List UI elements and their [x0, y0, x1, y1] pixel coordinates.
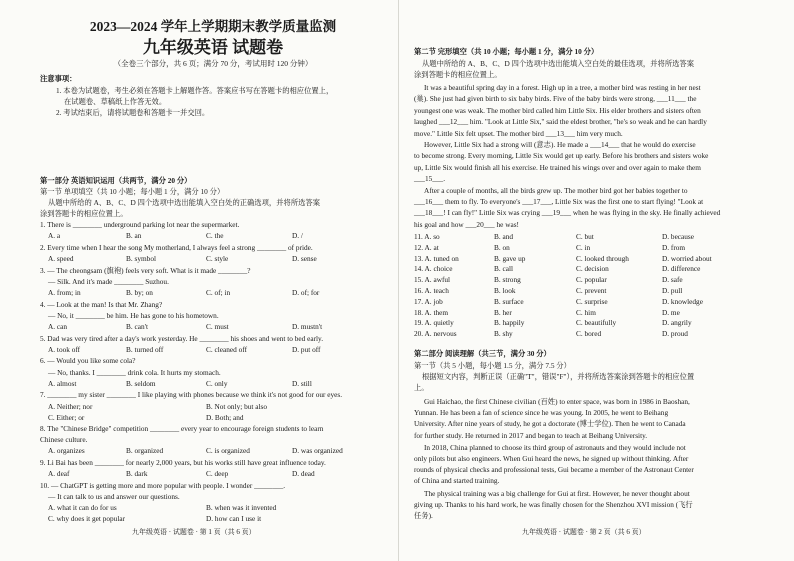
answer-option: D. put off: [292, 344, 321, 354]
answer-option: B. symbol: [126, 254, 157, 263]
part2-heading: 第二部分 阅读理解（共三节，满分 30 分）: [414, 349, 551, 358]
page-footer-right: 九年级英语 · 试题卷 · 第 2 页（共 6 页）: [522, 528, 646, 536]
answer-option: C. style: [206, 254, 229, 263]
right-page: [410, 0, 776, 561]
note-item: 在试题卷、草稿纸上作答无效。: [64, 97, 167, 106]
section2-instruction: 从题中所给的 A、B、C、D 四个选项中选出能填入空白处的最佳选项，并将所选答案: [422, 59, 695, 68]
cloze-option: C. bored: [576, 329, 602, 339]
question-stem: 7. ________ my sister ________ I like playing with phones because we think it's not good for our eyes.: [40, 390, 343, 400]
answer-option: B. can't: [126, 322, 148, 331]
answer-option: A. deaf: [48, 469, 70, 479]
question-stem: 8. The "Chinese Bridge" competition ________ every year to encourage foreign students to learn: [40, 424, 324, 433]
section2-instruction: 涂到答题卡的相应位置上。: [414, 70, 502, 79]
cloze-option: B. on: [494, 242, 510, 252]
reading-line: The physical training was a big challenge for Gui at first. However, he never thought about: [424, 488, 690, 498]
reading-line: Yunnan. He has been a fan of science since he was young. In 2005, he went to Beihang: [414, 408, 669, 418]
cloze-option-row: [414, 232, 744, 243]
cloze-option: D. angrily: [662, 318, 692, 328]
cloze-option: C. popular: [576, 275, 607, 285]
cloze-option: D. proud: [662, 329, 688, 339]
cloze-option-row: [414, 318, 744, 329]
answer-option: D. of; for: [292, 288, 320, 297]
answer-option: B. Not only; but also: [206, 401, 268, 411]
cloze-option: B. gave up: [494, 253, 526, 263]
answer-option: D. dead: [292, 469, 315, 479]
cloze-option: C. in: [576, 242, 591, 252]
question-stem: 9. Li Bai has been ________ for nearly 2,000 years, but his works still have great influence today.: [40, 458, 326, 467]
section2-heading: 第二节 完形填空（共 10 小题；每小题 1 分，满分 10 分）: [414, 47, 599, 56]
answer-option: C. of; in: [206, 288, 231, 297]
reading-line: Gui Haichao, the first Chinese civilian (百姓) to enter space, was born in 1986 in Baoshan,: [424, 397, 690, 406]
cloze-option: C. prevent: [576, 285, 607, 295]
question-stem: 3. — The cheongsam (旗袍) feels very soft. What is it made ________?: [40, 265, 251, 275]
cloze-line: ___15___.: [414, 174, 446, 184]
cloze-line: youngest one was weak. The mother bird called him Little Six. His elder brothers and sisters often: [414, 105, 701, 115]
cloze-option-row: [414, 264, 744, 275]
answer-option: D. how can I use it: [206, 514, 262, 524]
cloze-option-row: [414, 329, 744, 340]
cloze-option: D. difference: [662, 264, 701, 274]
cloze-line: move." Little Six felt upset. The mother bird ___13___ him very much.: [414, 128, 623, 138]
answer-option: A. Neither; nor: [48, 401, 93, 411]
exam-subtitle: （全卷三个部分，共 6 页；满分 70 分，考试用时 120 分钟）: [113, 59, 313, 68]
answer-option: B. dark: [126, 469, 148, 479]
cloze-option: B. happily: [494, 318, 525, 328]
answer-option: A. organizes: [48, 446, 85, 456]
answer-option: A. what it can do for us: [48, 503, 117, 513]
answer-option: D. sense: [292, 254, 317, 263]
cloze-option: 12. A. at: [414, 242, 439, 252]
cloze-option: B. surface: [494, 296, 524, 306]
answer-option: C. deep: [206, 469, 229, 479]
cloze-option: C. decision: [576, 264, 609, 274]
cloze-option: B. her: [494, 307, 512, 317]
answer-option: D. Both; and: [206, 412, 244, 422]
answer-option: C. only: [206, 378, 228, 388]
cloze-option-row: [414, 308, 744, 319]
cloze-option: 14. A. choice: [414, 264, 453, 274]
reading-line: for further study. He returned in 2017 and began to teach at Beihang University.: [414, 430, 648, 440]
cloze-option-row: [414, 254, 744, 265]
notes-heading: 注意事项：: [40, 74, 77, 83]
cloze-line: up, Little Six would finish all his exercise. He trained his wings over and over again to make them: [414, 162, 701, 172]
question-stem-continued: Chinese culture.: [40, 435, 88, 445]
question-stem: 10. — ChatGPT is getting more and more popular with people. I wonder ________.: [40, 480, 286, 490]
reading-line: of China and started training.: [414, 476, 500, 486]
reading-line: In 2018, China planned to choose its third group of astronauts and they would include not: [424, 442, 686, 452]
cloze-option: C. but: [576, 232, 594, 241]
cloze-option: 18. A. them: [414, 307, 449, 317]
cloze-option-row: [414, 243, 744, 254]
question-stem-continued: — No, it ________ be him. He has gone to his hometown.: [48, 310, 219, 320]
answer-option: B. seldom: [126, 378, 156, 388]
cloze-option: D. safe: [662, 275, 683, 285]
question-stem: 2. Every time when I hear the song My motherland, I always feel a strong ________ of pride.: [40, 242, 313, 252]
cloze-option: C. him: [576, 307, 596, 317]
note-item: 1. 本卷为试题卷，考生必须在答题卡上解题作答。答案应书写在答题卡的相应位置上，: [56, 86, 334, 95]
answer-option: C. Either; or: [48, 412, 85, 422]
part1-instruction: 涂到答题卡的相应位置上。: [40, 209, 128, 218]
cloze-line: to become strong. Every morning, Little Six would get up early. Before his brothers and sisters woke: [414, 151, 709, 161]
cloze-option-row: [414, 275, 744, 286]
exam-main-title: 九年级英语 试题卷: [142, 38, 284, 57]
answer-option: B. turned off: [126, 344, 164, 354]
cloze-line: It was a beautiful spring day in a forest. High up in a tree, a mother bird was resting in her nest: [424, 83, 701, 92]
cloze-option: B. look: [494, 285, 516, 295]
answer-option: A. a: [48, 231, 61, 241]
answer-option: A. can: [48, 322, 68, 331]
answer-option: C. the: [206, 231, 224, 241]
cloze-option: 16. A. teach: [414, 285, 449, 295]
reading-line: 任务).: [414, 511, 433, 520]
part2-instruction: 上。: [414, 383, 429, 392]
cloze-option: C. beautifully: [576, 318, 617, 328]
cloze-option: B. shy: [494, 329, 513, 339]
cloze-option: 20. A. nervous: [414, 329, 457, 339]
cloze-option: 11. A. so: [414, 232, 440, 241]
cloze-line: ___18___! I can fly!" Little Six was crying ___19___ when he was flying in the sky. He finally achieved: [414, 208, 721, 218]
cloze-option: D. from: [662, 242, 686, 252]
cloze-line: his goal and how ___20___ he was!: [414, 219, 519, 229]
answer-option: A. speed: [48, 254, 74, 263]
cloze-option: 15. A. awful: [414, 275, 451, 285]
note-item: 2. 考试结束后，请将试题卷和答题卡一并交回。: [56, 108, 210, 117]
question-stem: 1. There is ________ underground parking lot near the supermarket.: [40, 220, 240, 229]
question-stem-continued: — Silk. And it's made ________ Suzhou.: [48, 276, 169, 286]
cloze-option: D. pull: [662, 285, 683, 295]
cloze-options-table: [414, 232, 744, 340]
answer-option: C. cleaned off: [206, 344, 247, 354]
question-stem-continued: — No, thanks. I ________ drink cola. It hurts my stomach.: [48, 367, 221, 377]
cloze-option: B. and: [494, 232, 514, 241]
cloze-option: 13. A. tuned on: [414, 253, 459, 263]
part2-section1: 第一节（共 5 小题，每小题 1.5 分，满分 7.5 分）: [414, 361, 571, 370]
answer-option: B. an: [126, 231, 142, 241]
cloze-line: (巢). She just had given birth to six baby birds. Five of the baby birds were strong, ___11___ the: [414, 94, 697, 104]
part1-instruction: 从题中所给的 A、B、C、D 四个选项中选出能填入空白处的正确选项，并将所选答案: [48, 198, 321, 207]
part1-heading: 第一部分 英语知识运用（共两节，满分 20 分）: [40, 176, 192, 185]
answer-option: D. mustn't: [292, 322, 323, 331]
cloze-option-row: [414, 286, 744, 297]
reading-line: rounds of physical checks and professional tests, Gui became a member of the Astronaut Center: [414, 465, 694, 475]
cloze-option: 19. A. quietly: [414, 318, 454, 328]
part2-instruction: 根据短文内容，判断正误（正确"T"，错误"F"），并将所选答案涂到答题卡的相应位置: [422, 372, 695, 381]
answer-option: C. is organized: [206, 446, 250, 456]
part1-section1: 第一节 单项填空（共 10 小题；每小题 1 分，满分 10 分）: [40, 187, 225, 196]
answer-option: A. almost: [48, 378, 77, 388]
cloze-option-row: [414, 297, 744, 308]
question-stem: 5. Dad was very tired after a day's work yesterday. He ________ his shoes and went to bed early.: [40, 333, 324, 343]
question-stem-continued: — It can talk to us and answer our questions.: [48, 492, 180, 501]
exam-year-title: 2023—2024 学年上学期期末教学质量监测: [89, 19, 337, 34]
cloze-option: B. call: [494, 264, 514, 274]
reading-line: giving up. Thanks to his hard work, he was finally chosen for the Shenzhou XVI mission (飞行: [414, 499, 693, 509]
answer-option: C. why does it get popular: [48, 514, 126, 524]
cloze-option: D. me: [662, 307, 680, 317]
answer-option: D. still: [292, 378, 312, 388]
question-stem: 6. — Would you like some cola?: [40, 356, 136, 366]
reading-line: University. After nine years of study, he got a doctorate (博士学位). Then he went to Canada: [414, 419, 686, 429]
question-stem: 4. — Look at the man! Is that Mr. Zhang?: [40, 299, 163, 309]
answer-option: C. must: [206, 322, 229, 331]
page-footer-left: 九年级英语 · 试题卷 · 第 1 页（共 6 页）: [132, 528, 256, 536]
cloze-option: D. knowledge: [662, 296, 703, 306]
cloze-line: After a couple of months, all the birds grew up. The mother bird got her babies together to: [424, 185, 688, 195]
cloze-option: C. surprise: [576, 296, 608, 306]
cloze-line: However, Little Six had a strong will (意志). He made a ___14___ that he would do exercise: [424, 140, 696, 149]
page-gutter: [398, 0, 399, 561]
cloze-option: C. looked through: [576, 253, 629, 263]
answer-option: D. /: [292, 231, 303, 241]
answer-option: B. organized: [126, 446, 164, 456]
answer-option: A. took off: [48, 344, 81, 354]
cloze-option: D. because: [662, 232, 695, 241]
cloze-option: D. worried about: [662, 253, 712, 263]
cloze-line: laughed ___12___ him. "Look at Little Six," said the eldest brother, "he's so weak and he can hardly: [414, 117, 707, 127]
cloze-option: 17. A. job: [414, 296, 443, 306]
cloze-line: ___16___ them to fly. To everyone's ___17___, Little Six was the first one to start flying! "Look at: [414, 197, 704, 206]
answer-option: D. was organized: [292, 446, 343, 456]
answer-option: B. when was it invented: [206, 503, 277, 513]
answer-option: B. by; on: [126, 288, 153, 297]
cloze-option: B. strong: [494, 275, 521, 285]
reading-line: only pilots but also engineers. When Gui heard the news, he signed up without thinking. After: [414, 454, 689, 463]
left-page: [36, 0, 390, 561]
answer-option: A. from; in: [48, 288, 81, 297]
